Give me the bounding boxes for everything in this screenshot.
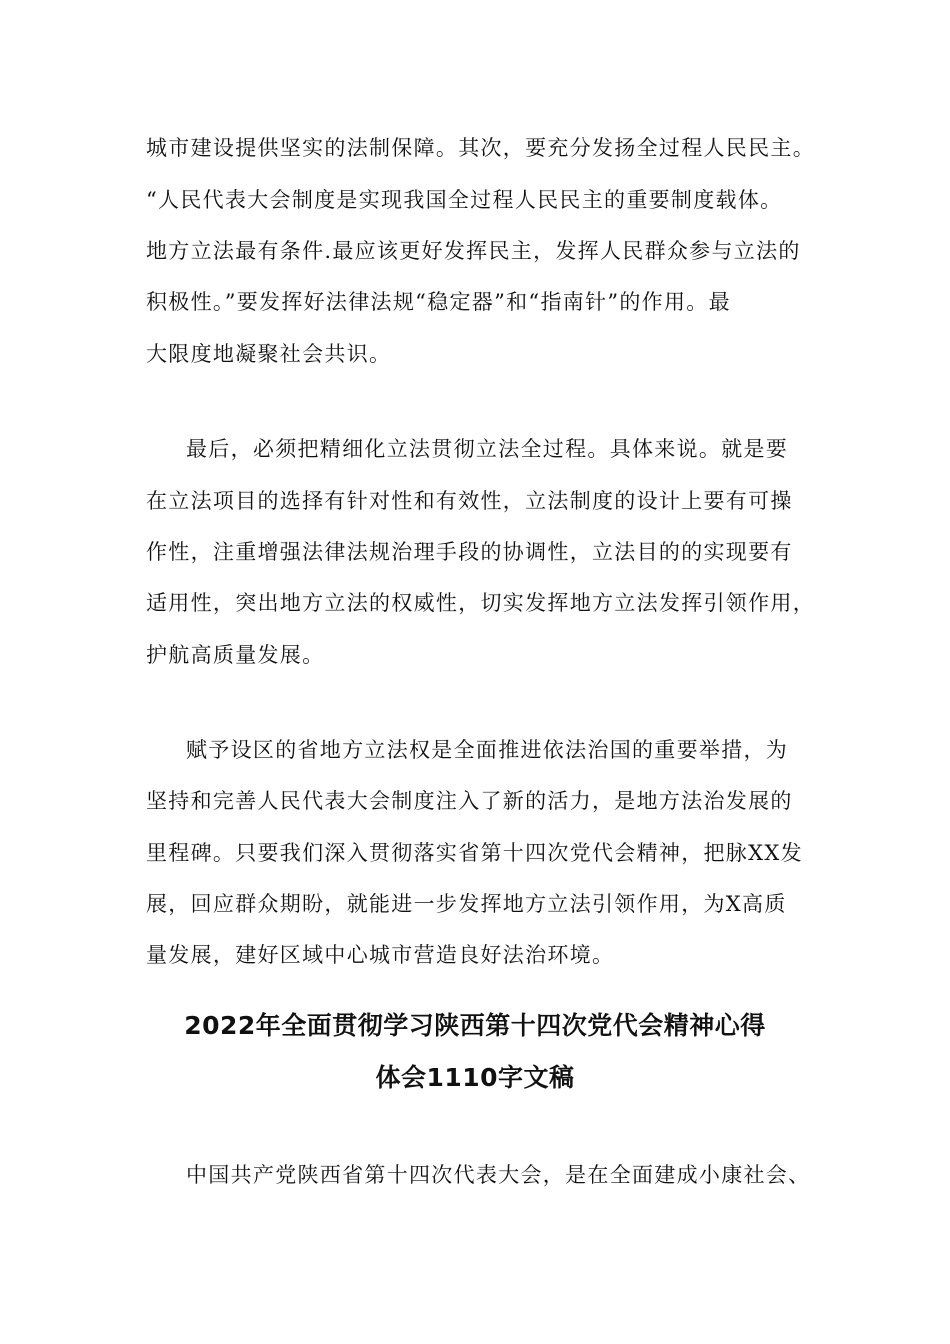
article-title-line-1: 2022年全面贯彻学习陕西第十四次党代会精神心得	[184, 1011, 766, 1040]
paragraph-2-line-1: 最后，必须把精细化立法贯彻立法全过程。具体来说。就是要	[186, 437, 789, 461]
paragraph-1-line-4: 积极性。”要发挥好法律法规“稳定器”和“指南针”的作用。最	[146, 290, 731, 314]
paragraph-3-line-1: 赋予设区的省地方立法权是全面推进依法治国的重要举措，为	[186, 738, 789, 762]
paragraph-2-line-4: 适用性，突出地方立法的权威性，切实发挥地方立法发挥引领作用，	[146, 591, 815, 615]
paragraph-1-line-2: “人民代表大会制度是实现我国全过程人民民主的重要制度载体。	[146, 188, 783, 212]
paragraph-4-line-1: 中国共产党陕西省第十四次代表大会，是在全面建成小康社会、	[186, 1163, 811, 1187]
paragraph-2-line-3: 作性，注重增强法律法规治理手段的协调性，立法目的的实现要有	[146, 540, 793, 564]
paragraph-3-line-5: 量发展，建好区域中心城市营造良好法治环境。	[146, 943, 615, 967]
paragraph-1-line-1: 城市建设提供坚实的法制保障。其次，要充分发扬全过程人民民主。	[146, 136, 815, 160]
paragraph-1-line-5: 大限度地凝聚社会共识。	[146, 342, 392, 366]
paragraph-2-line-5: 护航高质量发展。	[146, 643, 325, 667]
paragraph-3-line-4: 展，回应群众期盼，就能进一步发挥地方立法引领作用，为X高质	[146, 892, 787, 916]
paragraph-1-line-3: 地方立法最有条件.最应该更好发挥民主，发挥人民群众参与立法的	[146, 239, 801, 263]
article-title-line-2: 体会1110字文稿	[375, 1063, 575, 1092]
paragraph-3-line-2: 坚持和完善人民代表大会制度注入了新的活力，是地方法治发展的	[146, 789, 793, 813]
paragraph-3-line-3: 里程碑。只要我们深入贯彻落实省第十四次党代会精神，把脉XX发	[146, 841, 803, 865]
paragraph-2-line-2: 在立法项目的选择有针对性和有效性，立法制度的设计上要有可操	[146, 489, 793, 513]
